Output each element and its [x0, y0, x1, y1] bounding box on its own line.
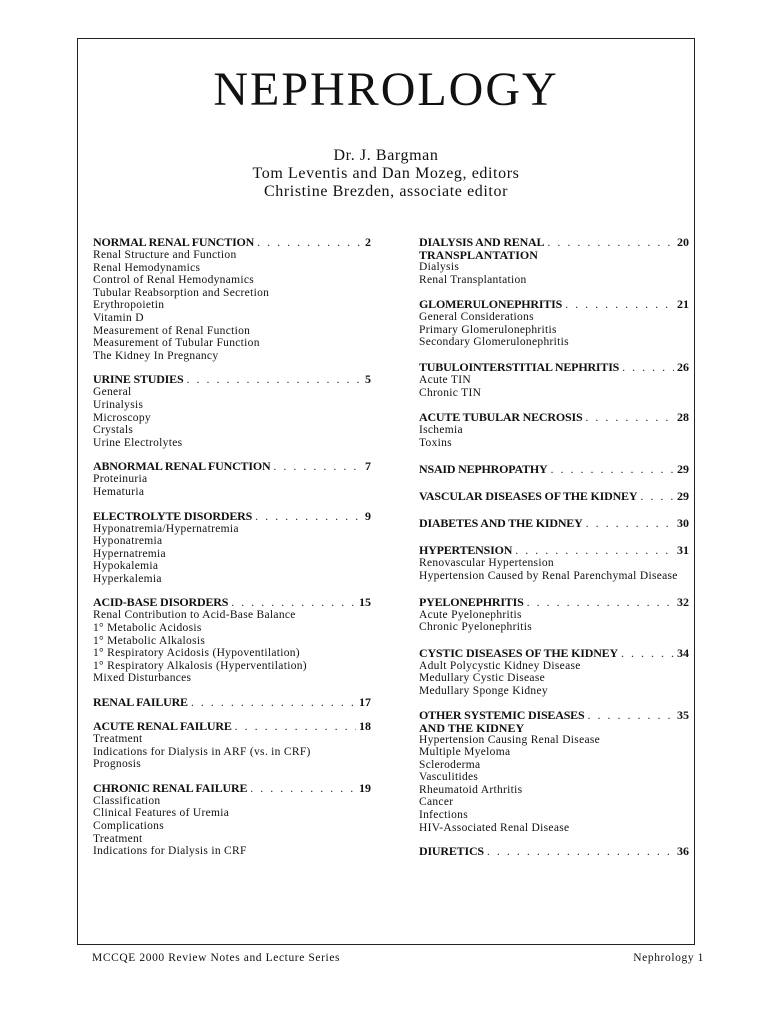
dot-leader [231, 596, 356, 609]
toc-section-heading[interactable] [93, 373, 371, 386]
toc-subtopic[interactable]: Renal Hemodynamics [93, 261, 201, 274]
toc-subtopics [93, 609, 371, 685]
editors: Tom Leventis and Dan Mozeg, editors [252, 165, 520, 182]
toc-subtopics [93, 733, 371, 771]
toc-subtopic[interactable]: Proteinuria [93, 473, 148, 486]
toc-heading-text: ACUTE RENAL FAILURE [93, 719, 232, 734]
toc-page-number: 26 [677, 359, 689, 374]
toc-subtopic[interactable]: Tubular Reabsorption and Secretion [93, 286, 270, 299]
toc-page-number: 18 [359, 719, 371, 734]
toc-left-column [93, 236, 371, 869]
toc-subtopics [419, 660, 689, 698]
toc-subtopic[interactable]: Ischemia [419, 424, 463, 437]
toc-subtopic[interactable]: Classification [93, 794, 161, 807]
toc-page-number: 34 [677, 645, 689, 660]
toc-subtopic[interactable]: Multiple Myeloma [419, 746, 511, 759]
toc-subtopic[interactable]: Dialysis [419, 261, 460, 273]
toc-heading-text: ABNORMAL RENAL FUNCTION [93, 459, 271, 474]
toc-subtopics [419, 424, 689, 449]
toc-page-number: 32 [677, 594, 689, 609]
toc-heading-text: NSAID NEPHROPATHY [419, 462, 548, 477]
toc-subtopic[interactable]: Medullary Sponge Kidney [419, 684, 548, 697]
toc-subtopic[interactable]: Hyperkalemia [93, 572, 162, 585]
toc-subtopic[interactable]: Complications [93, 820, 164, 832]
toc-subtopic[interactable]: Secondary Glomerulonephritis [419, 336, 569, 349]
dot-leader [622, 361, 674, 374]
toc-heading-text: NORMAL RENAL FUNCTION [93, 235, 255, 249]
credits [77, 147, 695, 201]
dot-leader [255, 510, 362, 523]
dot-leader [551, 463, 675, 476]
toc-heading-text: DIABETES AND THE KIDNEY [419, 516, 583, 531]
toc-section-heading[interactable] [419, 298, 689, 311]
toc-section-heading[interactable] [419, 463, 689, 476]
associate-editor: Christine Brezden, associate editor [263, 183, 509, 200]
toc-section [93, 373, 371, 449]
toc-section-heading[interactable] [93, 696, 371, 709]
toc-page-number: 9 [365, 508, 371, 523]
toc-section [419, 236, 689, 286]
toc-subtopic[interactable]: Acute Pyelonephritis [419, 608, 522, 621]
toc-subtopic[interactable]: Chronic Pyelonephritis [419, 621, 532, 634]
toc-subtopics [419, 374, 689, 399]
toc-section [419, 647, 689, 698]
toc-subtopic[interactable]: 1° Respiratory Acidosis (Hypoventilation) [93, 647, 300, 660]
toc-section-heading[interactable] [419, 411, 689, 424]
toc-page-number: 15 [359, 595, 371, 610]
dot-leader [585, 411, 674, 424]
toc-heading-text: URINE STUDIES [93, 372, 184, 387]
toc-subtopic[interactable]: Hypernatremia [93, 547, 166, 560]
toc-subtopic[interactable]: Erythropoietin [93, 299, 165, 312]
toc-page-number: 35 [677, 707, 689, 722]
toc-page-number: 19 [359, 780, 371, 795]
dot-leader [235, 720, 356, 733]
toc-subtopic[interactable]: General Considerations [419, 311, 534, 324]
toc-heading-text: DIURETICS [419, 844, 484, 859]
toc-subtopic[interactable]: Renal Transplantation [419, 273, 527, 286]
toc-section-heading[interactable] [419, 845, 689, 858]
toc-subtopic[interactable]: Hypertension Caused by Renal Parenchymal Disease [419, 569, 678, 582]
toc-subtopic[interactable]: Cancer [419, 796, 454, 809]
dot-leader [587, 709, 674, 722]
toc-section-heading[interactable] [419, 709, 689, 722]
toc-heading-text: CHRONIC RENAL FAILURE [93, 780, 248, 795]
dot-leader [547, 236, 674, 249]
toc-heading-text: OTHER SYSTEMIC DISEASES [419, 707, 585, 722]
dot-leader [586, 517, 674, 530]
toc-subtopic[interactable]: Scleroderma [419, 758, 481, 771]
toc-subtopics [93, 386, 371, 449]
toc-heading-text: ELECTROLYTE DISORDERS [93, 508, 253, 523]
toc-section [93, 460, 371, 498]
toc-section [419, 709, 689, 835]
toc-page-number: 7 [365, 459, 371, 474]
toc-subtopics [419, 609, 689, 634]
toc-subtopic[interactable]: Measurement of Renal Function [93, 324, 251, 337]
toc-subtopic[interactable]: The Kidney In Pregnancy [93, 349, 219, 362]
toc-page-number: 29 [677, 489, 689, 504]
toc-page-number: 36 [677, 844, 689, 859]
toc-subtopic[interactable]: Treatment [93, 832, 143, 845]
footer-page-number: Nephrology 1 [633, 952, 704, 964]
toc-section-heading[interactable] [419, 544, 689, 557]
toc-subtopic[interactable]: Hyponatremia [93, 535, 163, 548]
toc-subtopic[interactable]: Hematuria [93, 485, 145, 498]
dot-leader [515, 544, 674, 557]
toc-section [419, 463, 689, 476]
toc-page-number: 20 [677, 235, 689, 249]
toc-subtopic[interactable]: Rheumatoid Arthritis [419, 783, 523, 796]
toc-subtopics [93, 795, 371, 858]
dot-leader [621, 647, 674, 660]
toc-subtopic[interactable]: 1° Respiratory Alkalosis (Hyperventilation) [93, 659, 307, 672]
toc-section [419, 544, 689, 582]
toc-subtopics [419, 311, 689, 349]
toc-subtopic[interactable]: Urinalysis [93, 398, 144, 411]
toc-page-number: 21 [677, 297, 689, 312]
toc-section [419, 298, 689, 349]
toc-subtopic[interactable]: Urine Electrolytes [93, 436, 183, 449]
toc-page-number: 30 [677, 516, 689, 531]
dot-leader [273, 460, 362, 473]
dot-leader [250, 782, 356, 795]
toc-subtopic[interactable]: Renal Structure and Function [93, 249, 237, 261]
toc-right-column [419, 236, 689, 869]
toc-subtopic[interactable]: Vitamin D [93, 311, 144, 324]
toc-heading-text: VASCULAR DISEASES OF THE KIDNEY [419, 489, 638, 504]
dot-leader [565, 298, 674, 311]
toc-section [419, 411, 689, 449]
toc-subtopic[interactable]: Vasculitides [419, 771, 479, 784]
dot-leader [527, 596, 674, 609]
toc-subtopic[interactable]: Toxins [419, 436, 452, 449]
toc-section [93, 236, 371, 362]
toc-subtopic[interactable]: Clinical Features of Uremia [93, 807, 230, 820]
toc-section [93, 720, 371, 771]
toc-subtopic[interactable]: Indications for Dialysis in CRF [93, 845, 247, 858]
toc-subtopics [419, 734, 689, 835]
toc-section-heading[interactable] [419, 517, 689, 530]
toc-heading-text: HYPERTENSION [419, 543, 513, 558]
toc-subtopic[interactable]: Hypertension Causing Renal Disease [419, 733, 601, 746]
toc-page-number: 29 [677, 462, 689, 477]
toc-subtopic[interactable]: Microscopy [93, 411, 151, 424]
toc-heading-text: ACID-BASE DISORDERS [93, 595, 229, 610]
toc-section-heading[interactable] [93, 596, 371, 609]
toc-section-heading[interactable] [419, 647, 689, 660]
toc-subtopics [93, 473, 371, 498]
toc-section [93, 510, 371, 586]
toc-page-number: 2 [365, 235, 371, 249]
toc-heading-text: PYELONEPHRITIS [419, 594, 524, 609]
toc-subtopic[interactable]: Crystals [93, 424, 134, 437]
dot-leader [487, 845, 674, 858]
toc-heading-text: TUBULOINTERSTITIAL NEPHRITIS [419, 359, 620, 374]
toc-page-number: 5 [365, 372, 371, 387]
toc-heading-text: RENAL FAILURE [93, 695, 188, 710]
toc-heading-text: DIALYSIS AND RENAL [419, 235, 545, 249]
toc-subtopic[interactable]: Renal Contribution to Acid-Base Balance [93, 609, 296, 622]
page-title: NEPHROLOGY [213, 63, 559, 116]
toc-subtopic[interactable]: Treatment [93, 733, 143, 746]
toc-subtopic[interactable]: Indications for Dialysis in ARF (vs. in CRF) [93, 745, 311, 758]
toc-page-number: 17 [359, 695, 371, 710]
toc-subtopic[interactable]: General [93, 386, 132, 399]
toc-subtopics [419, 557, 689, 582]
toc-subtopic[interactable]: Prognosis [93, 758, 142, 771]
toc-subtopic[interactable]: 1° Metabolic Acidosis [93, 622, 202, 635]
toc-section-heading[interactable] [419, 361, 689, 374]
toc-section-heading[interactable] [93, 460, 371, 473]
toc-section-heading[interactable] [419, 596, 689, 609]
dot-leader [186, 373, 362, 386]
toc-subtopic[interactable]: Chronic TIN [419, 386, 482, 399]
toc-section-heading[interactable] [93, 236, 371, 249]
toc-subtopic[interactable]: Renovascular Hypertension [419, 557, 554, 570]
footer-series: MCCQE 2000 Review Notes and Lecture Series [92, 952, 341, 964]
toc-subtopic[interactable]: Measurement of Tubular Function [93, 337, 260, 350]
toc-subtopic[interactable]: 1° Metabolic Alkalosis [93, 634, 206, 647]
toc-page-number: 31 [677, 543, 689, 558]
toc-heading-continuation: AND THE KIDNEY [419, 720, 525, 735]
toc-subtopics [419, 261, 689, 286]
toc-section [93, 696, 371, 709]
toc-subtopic[interactable]: Medullary Cystic Disease [419, 672, 546, 685]
toc-subtopic[interactable]: HIV-Associated Renal Disease [419, 821, 570, 834]
toc-section-heading[interactable] [93, 720, 371, 733]
toc-section [419, 361, 689, 399]
toc-section-heading[interactable] [93, 782, 371, 795]
toc-subtopic[interactable]: Mixed Disturbances [93, 672, 192, 685]
toc-section [419, 845, 689, 858]
toc-section [419, 517, 689, 530]
toc-section-heading[interactable] [93, 510, 371, 523]
toc-subtopic[interactable]: Acute TIN [419, 373, 471, 386]
toc-page-number: 28 [677, 410, 689, 425]
toc-section [93, 596, 371, 685]
toc-section [93, 782, 371, 858]
toc-subtopic[interactable]: Infections [419, 809, 468, 822]
toc-subtopic[interactable]: Hypokalemia [93, 560, 159, 573]
toc-subtopic[interactable]: Control of Renal Hemodynamics [93, 274, 255, 287]
toc-heading-text: CYSTIC DISEASES OF THE KIDNEY [419, 645, 618, 660]
author: Dr. J. Bargman [333, 147, 439, 164]
toc-subtopic[interactable]: Adult Polycystic Kidney Disease [419, 659, 581, 672]
toc-heading-text: GLOMERULONEPHRITIS [419, 297, 563, 312]
toc-heading-text: ACUTE TUBULAR NECROSIS [419, 410, 583, 425]
dot-leader [640, 490, 674, 503]
toc-section [419, 490, 689, 503]
toc-heading-continuation: TRANSPLANTATION [419, 248, 538, 262]
toc-subtopic[interactable]: Primary Glomerulonephritis [419, 323, 557, 336]
toc-section-heading[interactable] [419, 490, 689, 503]
dot-leader [191, 696, 356, 709]
toc-subtopics [93, 249, 371, 362]
toc-section [419, 596, 689, 634]
dot-leader [257, 236, 362, 249]
toc-subtopics [93, 523, 371, 586]
toc-subtopic[interactable]: Hyponatremia/Hypernatremia [93, 522, 239, 535]
